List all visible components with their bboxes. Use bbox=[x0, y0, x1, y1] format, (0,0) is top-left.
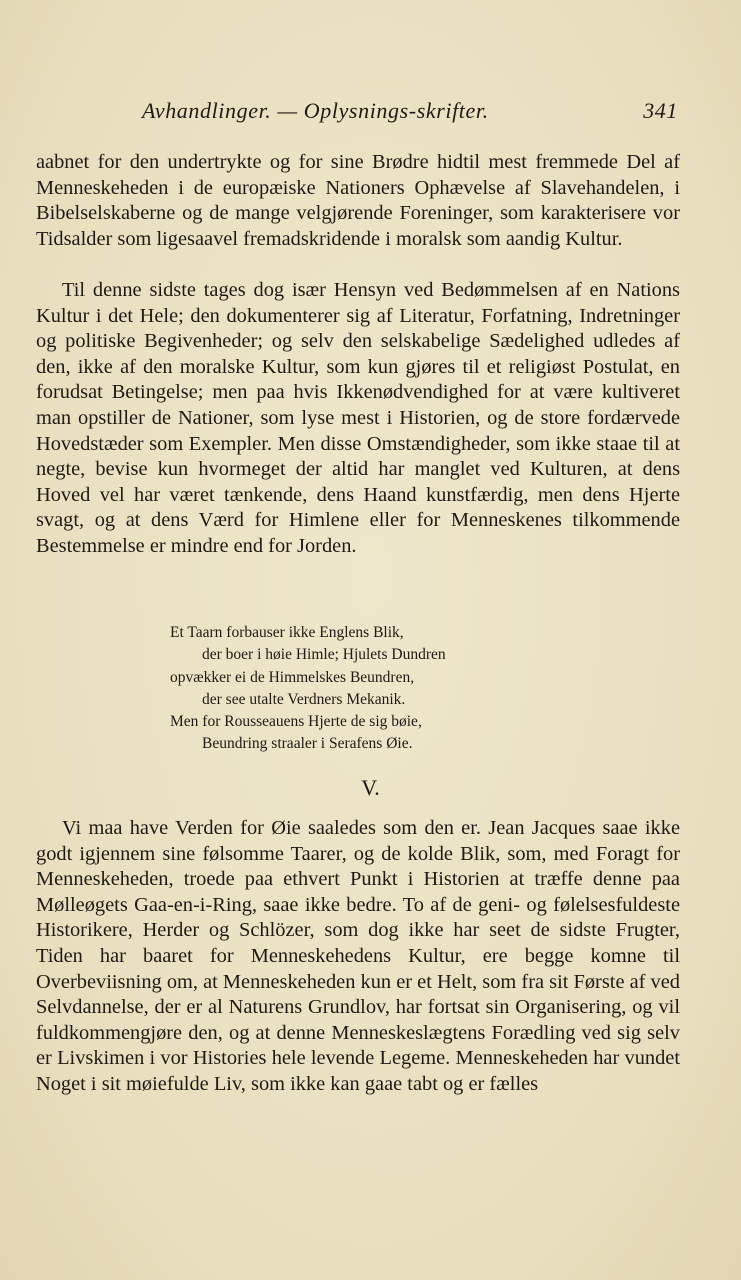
poem-line: Men for Rousseauens Hjerte de sig bøie, bbox=[170, 713, 422, 731]
paragraph-continued: aabnet for den undertrykte og for sine Brødre hidtil mest fremmede Del af Menneskeheden i de europæiske Nationers Ophævelse af Slavehandelen, i Bibelselskaberne og de mange velgjørende Foreninger, som karakterisere vor Tidsalder som ligesaavel fremadskridende i moralsk som aandig Kultur. bbox=[36, 151, 680, 250]
page-number: 341 bbox=[643, 98, 678, 123]
section-heading: V. bbox=[361, 775, 380, 800]
poem-line: Et Taarn forbauser ikke Englens Blik, bbox=[170, 624, 404, 641]
paragraph-culture: Til denne sidste tages dog især Hensyn ved Bedømmelsen af en Nations Kultur i det Hele; den dokumenterer sig af Literatur, Forfatning, Indretninger og politiske Begivenheder; og selv den selskabelige Sædelighed udledes af den, ikke af den moralske Kultur, som kun gjøres til et religiøst Postulat, en forudsat Betingelse; men paa hvis Ikkenødvendighed for at være kultiveret man opstiller de Nationer, som lyse mest i Historien, og de store fordærvede Hovedstæder som Exempler. Men disse Omstændigheder, som ikke staae til at negte, bevise kun hvormeget der altid har manglet ved Kulturen, at dens Hoved vel har været tænkende, dens Haand kunstfærdig, men dens Hjerte svagt, og at dens Værd for Himlene eller for Menneskenes tilkommende Bestemmelse er mindre end for Jorden. bbox=[36, 279, 680, 557]
poem-line: Beundring straaler i Serafens Øie. bbox=[202, 735, 413, 753]
poem-line: der see utalte Verdners Mekanik. bbox=[202, 690, 406, 708]
poem-line: opvækker ei de Himmelskes Beundren, bbox=[170, 668, 415, 686]
running-header bbox=[36, 98, 680, 128]
running-title: Avhandlinger. — Oplysnings-skrifter. bbox=[142, 98, 489, 123]
poem-line: der boer i høie Himle; Hjulets Dundren bbox=[202, 646, 446, 664]
section-paragraph: Vi maa have Verden for Øie saaledes som den er. Jean Jacques saae ikke godt igjennem sine følsomme Taarer, og de kolde Blik, som, med Foragt for Menneskeheden, troede paa ethvert Punkt i Historien at træffe denne paa Mølleøgets Gaa-en-i-Ring, saae ikke bedre. To af de geni- og følelsesfuldeste Historikere, Herder og Schlözer, som dog ikke har seet de sidste Frugter, Tiden har baaret for Menneskehedens Kultur, ere begge komne til Overbeviisning om, at Menneskeheden kun er et Helt, som fra sit Første af ved Selvdannelse, der er al Naturens Grundlov, har fortsat sin Organisering, og vil fuldkommengjøre den, og at denne Menneskeslægtens Forædling ved sig selv er Livskimen i vor Histories hele levende Legeme. Menneskeheden har vundet Noget i sit møiefulde Liv, som ikke kan gaae tabt og er fælles bbox=[36, 817, 680, 1095]
poem-quote bbox=[170, 622, 590, 756]
